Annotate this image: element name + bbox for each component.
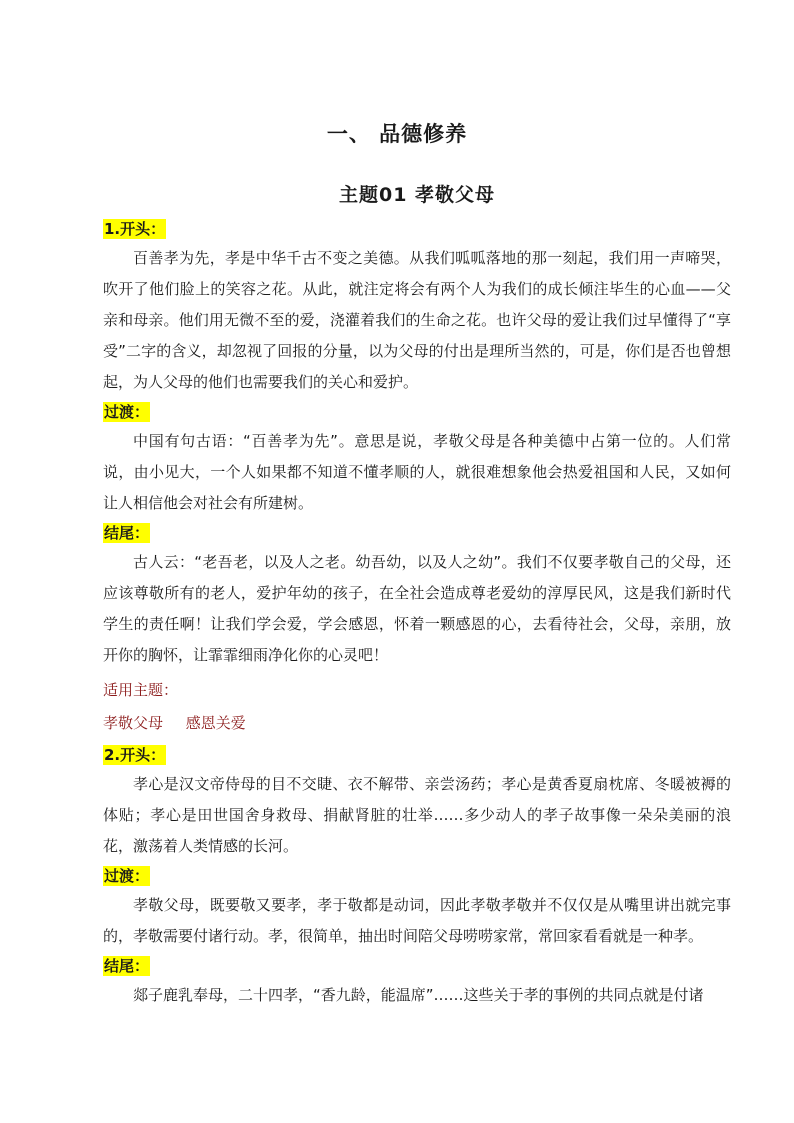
topic-title: 主题01 孝敬父母 [338, 184, 496, 206]
applies-label: 适用主题： [103, 681, 179, 699]
section-label-row [103, 952, 731, 980]
section-paragraph: 中国有句古语：“百善孝为先”。意思是说，孝敬父母是各种美德中占第一位的。人们常说，由小见大，一个人如果都不知道不懂孝顺的人，就很难想象他会热爱祖国和人民，又如何让人相信他会对社会有所建树。 [103, 432, 731, 512]
section-label: 1.开头： [104, 220, 166, 238]
section-label-row [103, 862, 731, 890]
section-paragraph: 古人云：“老吾老，以及人之老。幼吾幼，以及人之幼”。我们不仅要孝敬自己的父母，还应该尊敬所有的老人，爱护年幼的孩子，在全社会造成尊老爱幼的淳厚民风，这是我们新时代学生的责任啊！让我们学会爱，学会感恩，怀着一颗感恩的心，去看待社会，父母，亲朋，放开你的胸怀，让霏霏细雨净化你的心灵吧！ [103, 553, 731, 664]
section-paragraph: 郯子鹿乳奉母，二十四孝，“香九龄，能温席”……这些关于孝的事例的共同点就是付诸 [133, 986, 704, 1004]
section-label: 结尾： [104, 524, 150, 542]
section-label-row [103, 741, 731, 769]
document-body [103, 215, 731, 1011]
section-label: 结尾： [104, 957, 150, 975]
section-paragraph: 百善孝为先，孝是中华千古不变之美德。从我们呱呱落地的那一刻起，我们用一声啼哭，吹开了他们脸上的笑容之花。从此，就注定将会有两个人为我们的成长倾注毕生的心血——父亲和母亲。他们用无微不至的爱，浇灌着我们的生命之花。也许父母的爱让我们过早懂得了“享受”二字的含义，却忽视了回报的分量，以为父母的付出是理所当然的，可是，你们是否也曾想起，为人父母的他们也需要我们的关心和爱护。 [103, 249, 731, 391]
section-paragraph: 孝心是汉文帝侍母的目不交睫、衣不解带、亲尝汤药；孝心是黄香夏扇枕席、冬暖被褥的体贴；孝心是田世国舍身救母、捐献肾脏的壮举……多少动人的孝子故事像一朵朵美丽的浪花，激荡着人类情感的长河。 [103, 775, 731, 855]
section-label-row [103, 215, 731, 243]
section-label-row [103, 519, 731, 547]
section-label: 过渡： [104, 867, 150, 885]
chapter-title: 一、 品德修养 [326, 122, 468, 146]
section-label: 过渡： [104, 403, 150, 421]
applies-items [103, 708, 731, 739]
section-label: 2.开头： [104, 746, 166, 764]
section-label-row [103, 398, 731, 426]
applies-item: 孝敬父母 [103, 714, 164, 732]
applies-item: 感恩关爱 [185, 714, 246, 732]
section-paragraph: 孝敬父母，既要敬又要孝，孝于敬都是动词，因此孝敬孝敬并不仅仅是从嘴里讲出就完事的，孝敬需要付诸行动。孝，很简单，抽出时间陪父母唠唠家常，常回家看看就是一种孝。 [103, 896, 731, 945]
